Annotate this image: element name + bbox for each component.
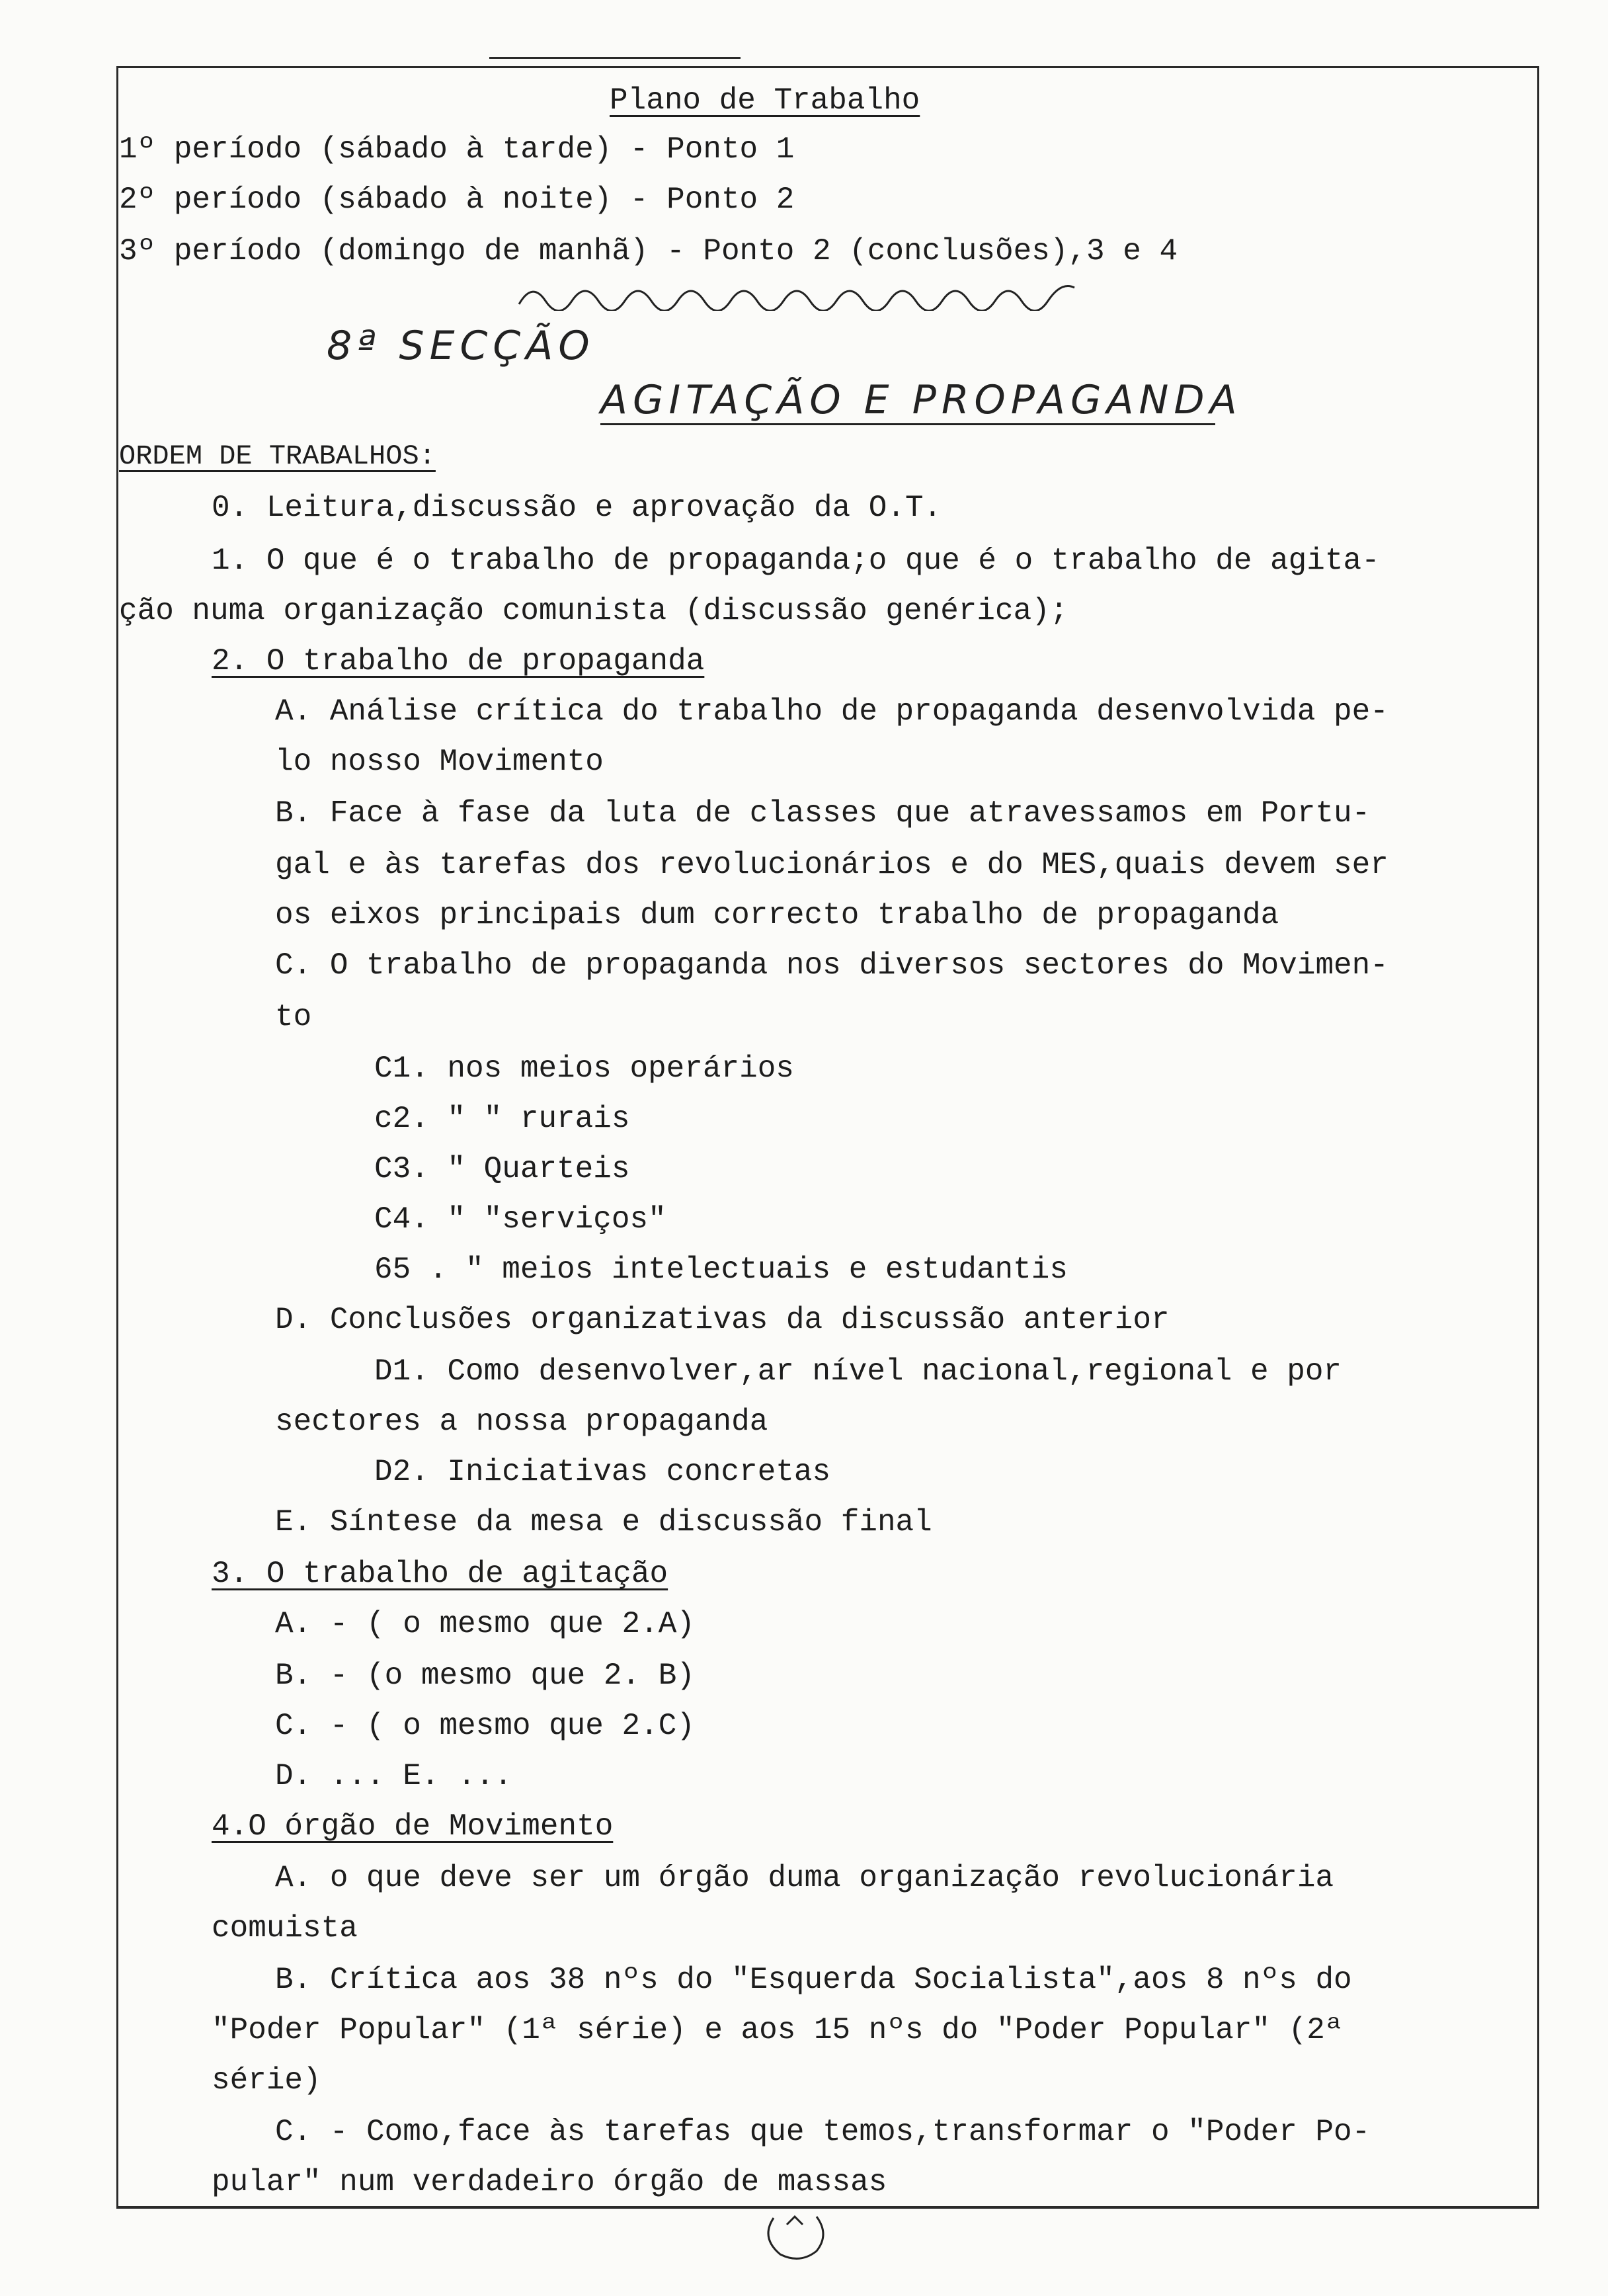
agenda-heading: ORDEM DE TRABALHOS: <box>119 440 436 472</box>
agenda-line: C. - Como,face às tarefas que temos,transformar o "Poder Po- <box>275 2115 1371 2149</box>
agenda-line: C. O trabalho de propaganda nos diversos sectores do Movimen- <box>275 948 1388 983</box>
agenda-line: gal e às tarefas dos revolucionários e do MES,quais devem ser <box>275 848 1388 882</box>
period-3: 3º período (domingo de manhã) - Ponto 2 (conclusões),3 e 4 <box>119 234 1178 268</box>
section-name-underline <box>600 423 1215 425</box>
agenda-line: C1. nos meios operários <box>374 1051 794 1086</box>
agenda-line: série) <box>212 2063 321 2098</box>
section-number: 8ª SECÇÃO <box>327 323 595 369</box>
agenda-line: B. - (o mesmo que 2. B) <box>275 1659 695 1693</box>
agenda-line: 1. O que é o trabalho de propaganda;o que é o trabalho de agita- <box>212 544 1380 578</box>
agenda-line: comuista <box>212 1911 358 1946</box>
agenda-line: C4. " "serviços" <box>374 1202 666 1237</box>
agenda-line: D1. Como desenvolver,ar nível nacional,regional e por <box>374 1354 1342 1389</box>
agenda-line: 3. O trabalho de agitação <box>212 1557 668 1591</box>
agenda-line: B. Face à fase da luta de classes que atravessamos em Portu- <box>275 796 1371 831</box>
agenda-line: C. - ( o mesmo que 2.C) <box>275 1709 695 1743</box>
agenda-line: A. Análise crítica do trabalho de propaganda desenvolvida pe- <box>275 694 1388 729</box>
agenda-line: E. Síntese da mesa e discussão final <box>275 1505 932 1539</box>
period-2: 2º período (sábado à noite) - Ponto 2 <box>119 183 795 217</box>
border-tab <box>489 57 741 59</box>
agenda-line: "Poder Popular" (1ª série) e aos 15 nºs do "Poder Popular" (2ª <box>212 2013 1344 2047</box>
plan-title: Plano de Trabalho <box>610 83 920 118</box>
agenda-line: A. o que deve ser um órgão duma organização revolucionária <box>275 1861 1334 1895</box>
agenda-line: 65 . " meios intelectuais e estudantis <box>374 1252 1068 1287</box>
agenda-line: D. ... E. ... <box>275 1759 512 1793</box>
agenda-line: ção numa organização comunista (discussão genérica); <box>119 594 1068 628</box>
agenda-line: C3. " Quarteis <box>374 1152 630 1186</box>
agenda-line: 2. O trabalho de propaganda <box>212 644 705 678</box>
page-mark-icon <box>754 2205 840 2264</box>
agenda-line: os eixos principais dum correcto trabalho de propaganda <box>275 898 1279 932</box>
agenda-line: sectores a nossa propaganda <box>275 1405 768 1439</box>
period-1: 1º período (sábado à tarde) - Ponto 1 <box>119 132 795 167</box>
agenda-line: c2. " " rurais <box>374 1102 630 1136</box>
agenda-line: to <box>275 1000 312 1034</box>
wavy-divider <box>516 278 1111 311</box>
agenda-line: D2. Iniciativas concretas <box>374 1455 831 1489</box>
section-name: AGITAÇÃO E PROPAGANDA <box>600 377 1242 423</box>
agenda-line: 4.O órgão de Movimento <box>212 1809 614 1844</box>
agenda-line: B. Crítica aos 38 nºs do "Esquerda Socialista",aos 8 nºs do <box>275 1963 1352 1997</box>
agenda-line: A. - ( o mesmo que 2.A) <box>275 1607 695 1641</box>
agenda-line: 0. Leitura,discussão e aprovação da O.T. <box>212 491 942 525</box>
agenda-line: D. Conclusões organizativas da discussão anterior <box>275 1303 1170 1337</box>
agenda-line: pular" num verdadeiro órgão de massas <box>212 2165 887 2199</box>
agenda-line: lo nosso Movimento <box>275 745 604 779</box>
